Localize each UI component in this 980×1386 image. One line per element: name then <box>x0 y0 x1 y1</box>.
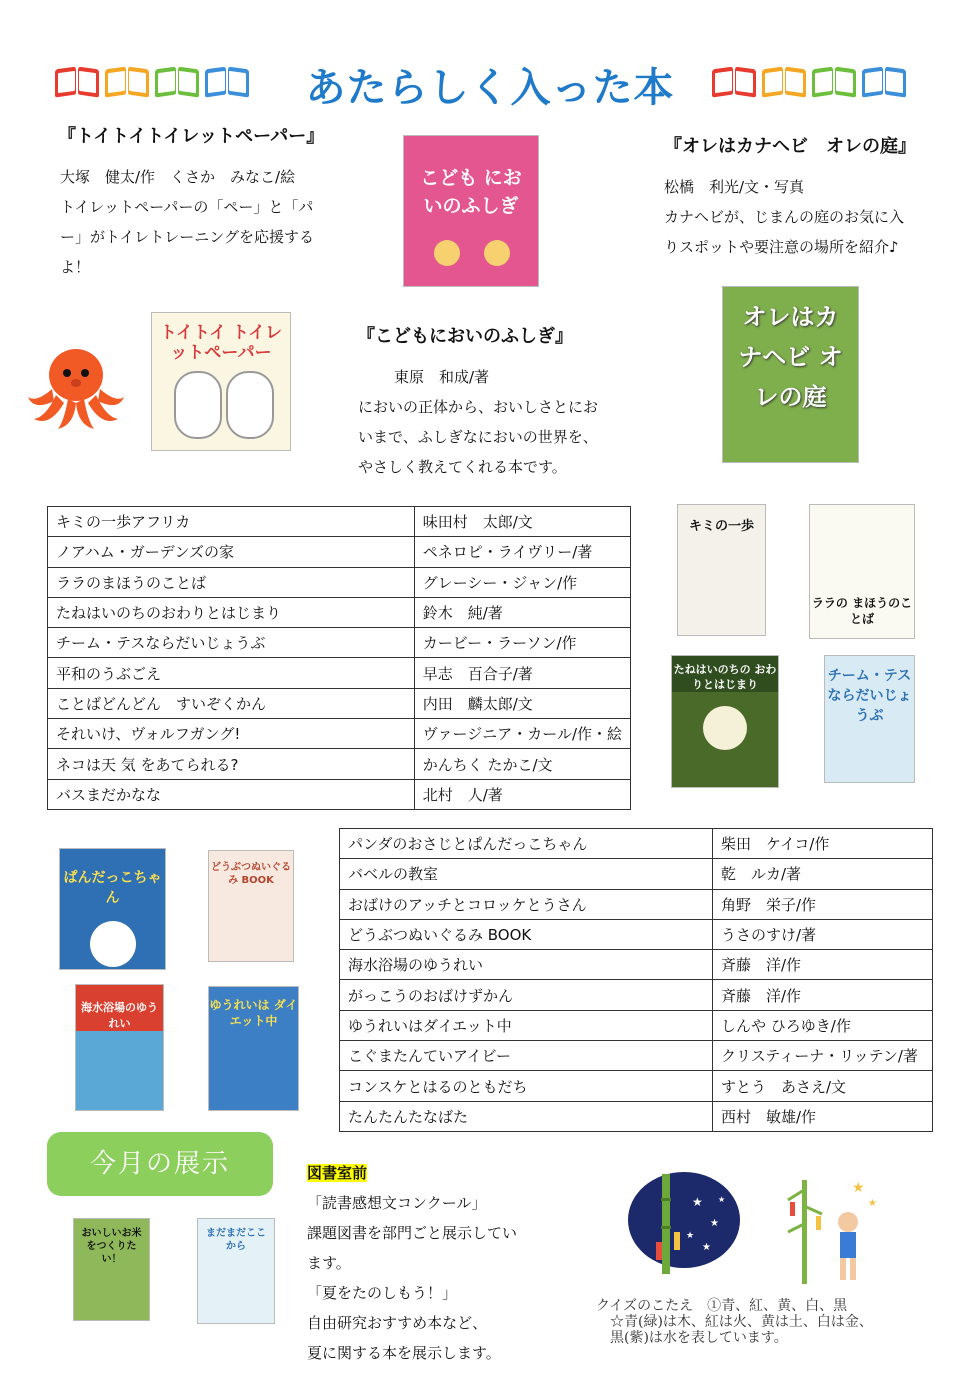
book-cover: ララの まほうのことば <box>809 504 915 639</box>
new-books-table-2 <box>339 828 933 1132</box>
table-row: それいけ、ヴォルフガング! ヴァージニア・カール/作・絵 <box>48 719 631 749</box>
featured-title: 『こどもにおいのふしぎ』 <box>357 326 573 347</box>
featured-description: 東原 和成/著 においの正体から、おいしさとにお いまで、ふしぎなにおいの世界を、 やさしく教えてくれる本です。 <box>358 362 638 482</box>
featured-title: 『オレはカナヘビ オレの庭』 <box>664 136 916 157</box>
featured-author: 東原 和成/著 <box>394 368 490 386</box>
header-book-decoration-right <box>712 64 906 98</box>
table-row: チーム・テスならだいじょうぶ カービー・ラーソン/作 <box>48 628 631 658</box>
svg-text:★: ★ <box>852 1180 865 1196</box>
svg-text:★: ★ <box>702 1242 711 1253</box>
featured-description: 松橋 利光/文・写真 カナヘビが、じまんの庭のお気に入 りスポットや要注意の場所を紹介♪ <box>664 172 954 262</box>
child-tanabata-icon <box>782 1170 882 1286</box>
book-cover: 海水浴場のゆうれい <box>75 984 164 1111</box>
svg-text:★: ★ <box>692 1195 703 1209</box>
book-icon <box>762 64 806 98</box>
book-cover-smell: こども においのふしぎ <box>403 135 539 287</box>
table-row: キミの一歩アフリカ 味田村 太郎/文 <box>48 507 631 537</box>
exhibit-place: 図書室前 <box>307 1164 368 1182</box>
table-row: 平和のうぶごえ 早志 百合子/著 <box>48 658 631 688</box>
table-row: がっこうのおばけずかん 斉藤 洋/作 <box>340 980 933 1010</box>
book-cover: ぱんだっこちゃん <box>59 848 166 970</box>
book-icon <box>712 64 756 98</box>
svg-text:★: ★ <box>868 1198 877 1209</box>
svg-text:★: ★ <box>710 1218 719 1229</box>
svg-text:★: ★ <box>718 1195 726 1204</box>
exhibit-text: 図書室前 「読書感想文コンクール」 課題図書を部門ごと展示してい ます。 「夏をたのしもう！」 自由研究おすすめ本など、 夏に関する本を展示します。 <box>307 1164 518 1362</box>
book-cover-toilet-paper: トイトイ トイレットペーパー <box>151 312 291 451</box>
book-cover: チーム・テス ならだいじょうぶ <box>824 655 915 783</box>
book-cover: おいしいお米をつくりたい！ <box>73 1218 150 1321</box>
table-row: ララのまほうのことば グレーシー・ジャン/作 <box>48 567 631 597</box>
book-cover: キミの一歩 <box>677 504 766 636</box>
table-row: コンスケとはるのともだち すとう あさえ/文 <box>340 1071 933 1101</box>
table-row: バベルの教室 乾 ルカ/著 <box>340 859 933 889</box>
new-books-table-1 <box>47 506 631 810</box>
table-row: こぐまたんていアイビー クリスティーナ・リッテン/著 <box>340 1041 933 1071</box>
table-row: ゆうれいはダイエット中 しんや ひろゆき/作 <box>340 1010 933 1040</box>
table-row: たねはいのちのおわりとはじまり 鈴木 純/著 <box>48 597 631 627</box>
table-row: おばけのアッチとコロッケとうさん 角野 栄子/作 <box>340 889 933 919</box>
book-cover: どうぶつぬいぐるみ BOOK <box>208 850 294 962</box>
table-row: ことばどんどん すいぞくかん 内田 麟太郎/文 <box>48 688 631 718</box>
table-row: たんたんたなばた 西村 敏雄/作 <box>340 1101 933 1131</box>
featured-title: 『トイトイトイレットペーパー』 <box>58 126 325 147</box>
book-cover: たねはいのちの おわりとはじまり <box>671 655 779 788</box>
exhibit-badge: 今月の展示 <box>47 1132 273 1196</box>
table-row: どうぶつぬいぐるみ BOOK うさのすけ/著 <box>340 919 933 949</box>
book-cover: まだまだここから <box>197 1218 275 1324</box>
table-row: パンダのおさじとぱんだっこちゃん 柴田 ケイコ/作 <box>340 829 933 859</box>
quiz-answer: クイズのこたえ ①青、紅、黄、白、黒 ☆青(緑)は木、紅は火、黄は土、白は金、 黒(紫)は水を表しています。 <box>596 1298 873 1346</box>
tanabata-night-sky-icon <box>622 1168 742 1280</box>
table-row: ネコは天 気 をあてられる? かんちく たかこ/文 <box>48 749 631 779</box>
table-row: ノアハム・ガーデンズの家 ペネロピ・ライヴリー/著 <box>48 537 631 567</box>
featured-description: 大塚 健太/作 くさか みなこ/絵 トイレットペーパーの「ペー」と「パ ー」がトイレトレーニングを応援する よ！ <box>60 162 340 282</box>
table-row: 海水浴場のゆうれい 斉藤 洋/作 <box>340 950 933 980</box>
book-cover: ゆうれいは ダイエット中 <box>208 986 299 1111</box>
featured-author: 松橋 利光/文・写真 <box>664 178 805 196</box>
featured-author: 大塚 健太/作 くさか みなこ/絵 <box>60 168 296 186</box>
octopus-icon <box>24 345 128 431</box>
book-icon <box>862 64 906 98</box>
page-title: あたらしく入った本 <box>305 65 675 111</box>
svg-text:★: ★ <box>686 1231 695 1241</box>
book-icon <box>812 64 856 98</box>
book-cover-kanahebi: オレはカナヘビ オレの庭 <box>722 286 859 463</box>
table-row: バスまだかなな 北村 人/著 <box>48 779 631 809</box>
